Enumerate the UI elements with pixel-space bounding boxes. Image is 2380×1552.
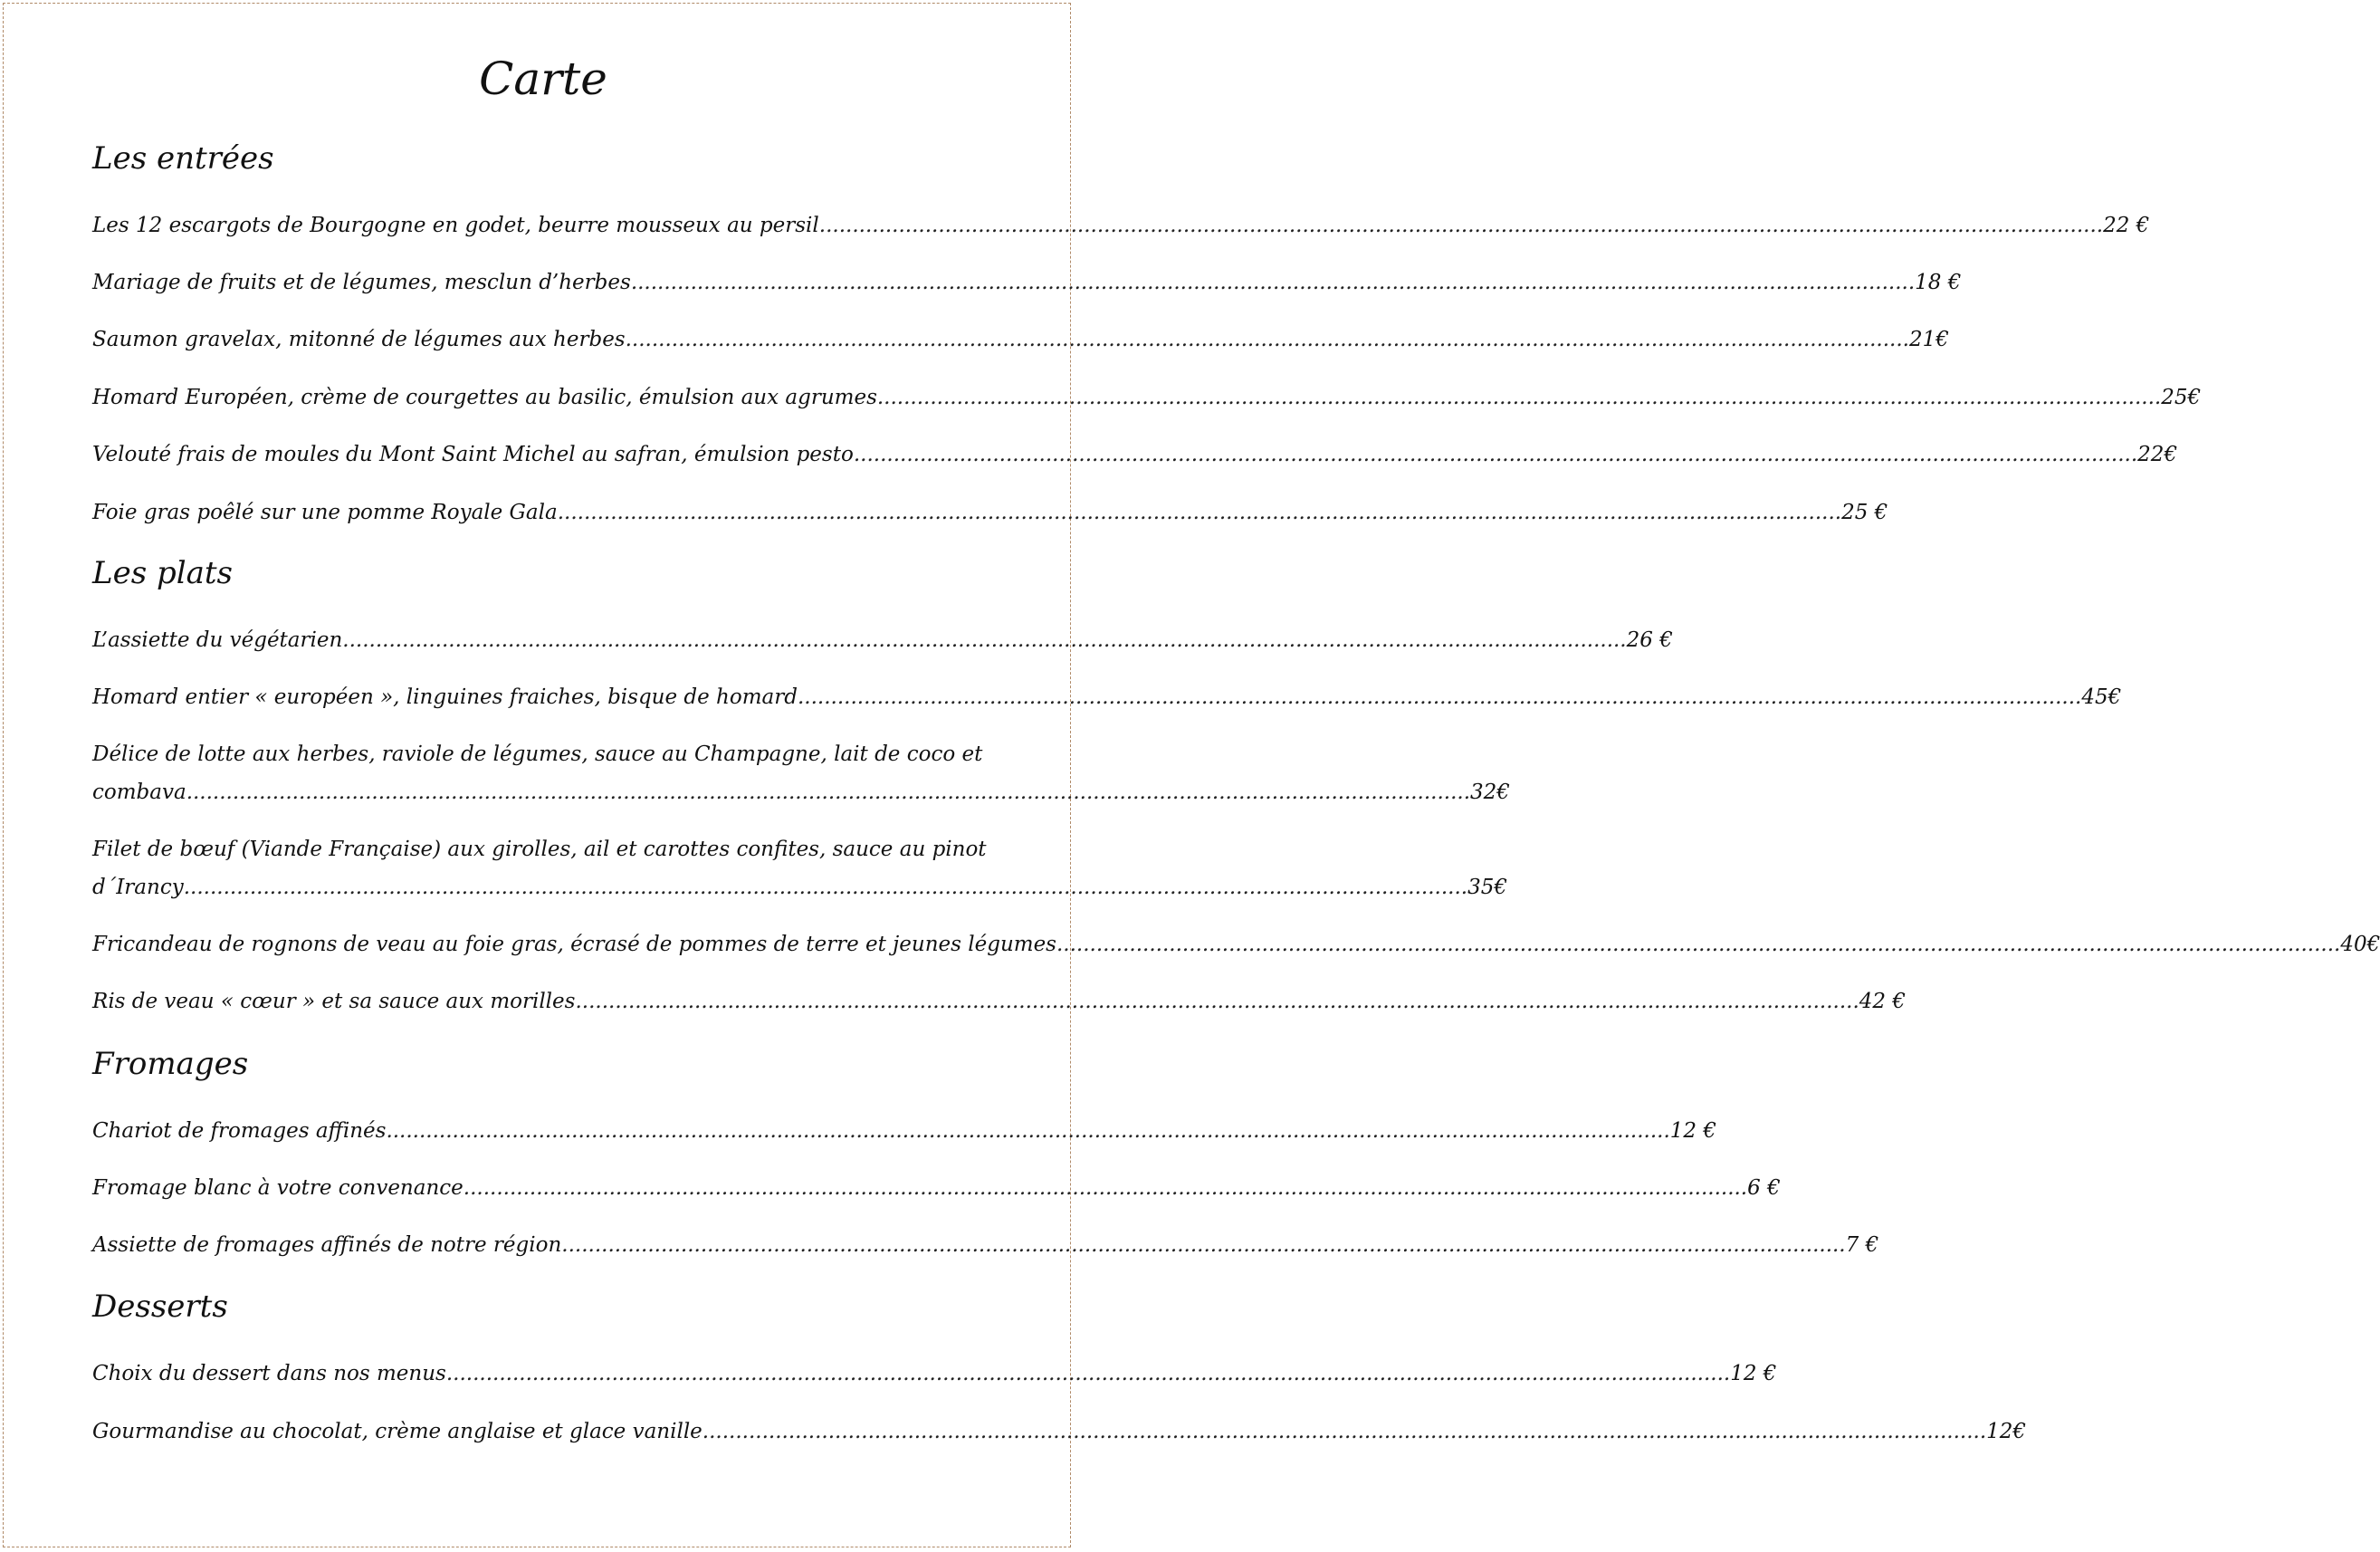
dot-leader xyxy=(798,678,2081,716)
menu-item xyxy=(92,735,1510,811)
section-title-desserts: Desserts xyxy=(92,1289,228,1325)
dot-leader xyxy=(1056,925,2340,963)
menu-item xyxy=(92,321,1949,359)
item-name-continued: combava xyxy=(92,781,186,804)
dot-leader xyxy=(626,321,1909,359)
dot-leader xyxy=(386,1112,1669,1150)
item-name: Homard entier « européen », linguines fraiches, bisque de homard xyxy=(92,685,798,709)
dot-leader xyxy=(561,1226,1845,1264)
dot-leader xyxy=(342,621,1626,659)
item-price: 22€ xyxy=(2137,443,2178,466)
item-name: Choix du dessert dans nos menus xyxy=(92,1362,446,1385)
item-price: 18 € xyxy=(1915,271,1962,294)
item-price: 22 € xyxy=(2103,214,2150,237)
menu-item xyxy=(92,263,1962,302)
menu-item xyxy=(92,378,2202,417)
item-name: Gourmandise au chocolat, crème anglaise et glace vanille xyxy=(92,1420,703,1443)
dot-leader xyxy=(446,1355,1730,1393)
item-name: Fricandeau de rognons de veau au foie gras, écrasé de pommes de terre et jeunes légumes xyxy=(92,933,1056,956)
item-name: Mariage de fruits et de légumes, mesclun d’herbes xyxy=(92,271,631,294)
menu-item xyxy=(92,1112,1716,1150)
menu-item xyxy=(92,1169,1781,1207)
item-price: 40€ xyxy=(2340,933,2380,956)
dot-leader xyxy=(854,436,2137,474)
menu-item xyxy=(92,1226,1879,1264)
menu-item xyxy=(92,436,2178,474)
section-title-plats: Les plats xyxy=(92,555,233,591)
section-title-entrees: Les entrées xyxy=(92,140,274,177)
menu-item xyxy=(92,493,1888,532)
item-price: 35€ xyxy=(1467,876,1507,899)
item-price: 12 € xyxy=(1669,1119,1716,1143)
menu-item xyxy=(92,206,2150,244)
menu-item xyxy=(92,982,1907,1020)
item-price: 25 € xyxy=(1841,501,1888,524)
item-name: Fromage blanc à votre convenance xyxy=(92,1176,464,1200)
item-price: 21€ xyxy=(1908,328,1949,351)
dot-leader xyxy=(558,493,1841,532)
item-price: 12€ xyxy=(1986,1420,2027,1443)
menu-item xyxy=(92,678,2122,716)
dot-leader xyxy=(184,868,1467,906)
menu-item xyxy=(92,830,1507,906)
item-price: 7 € xyxy=(1845,1233,1879,1257)
dot-leader xyxy=(575,982,1859,1020)
menu-item xyxy=(92,1413,2027,1451)
item-name: Saumon gravelax, mitonné de légumes aux herbes xyxy=(92,328,626,351)
item-price: 42 € xyxy=(1859,990,1907,1013)
item-name: Foie gras poêlé sur une pomme Royale Gala xyxy=(92,501,558,524)
item-name: Ris de veau « cœur » et sa sauce aux morilles xyxy=(92,990,576,1013)
dot-leader xyxy=(819,206,2103,244)
menu-item xyxy=(92,621,1673,659)
item-price: 26 € xyxy=(1626,628,1673,652)
item-name: Chariot de fromages affinés xyxy=(92,1119,387,1143)
menu-title: Carte xyxy=(479,53,607,105)
item-name: Velouté frais de moules du Mont Saint Michel au safran, émulsion pesto xyxy=(92,443,854,466)
dot-leader xyxy=(877,378,2161,417)
item-price: 45€ xyxy=(2081,685,2122,709)
item-name: Homard Européen, crème de courgettes au basilic, émulsion aux agrumes xyxy=(92,386,877,409)
item-name-continued: d´Irancy xyxy=(92,876,184,899)
dot-leader xyxy=(703,1413,1986,1451)
item-price: 32€ xyxy=(1470,781,1510,804)
item-price: 12 € xyxy=(1730,1362,1777,1385)
item-name: Assiette de fromages affinés de notre région xyxy=(92,1233,562,1257)
section-title-fromages: Fromages xyxy=(92,1046,249,1082)
item-price: 25€ xyxy=(2161,386,2202,409)
item-price: 6 € xyxy=(1747,1176,1781,1200)
item-name: Les 12 escargots de Bourgogne en godet, beurre mousseux au persil xyxy=(92,214,819,237)
item-name: L’assiette du végétarien xyxy=(92,628,343,652)
item-name: Délice de lotte aux herbes, raviole de légumes, sauce au Champagne, lait de coco et xyxy=(92,742,983,766)
dot-leader xyxy=(464,1169,1747,1207)
dot-leader xyxy=(186,773,1470,811)
menu-item xyxy=(92,925,2380,963)
item-name: Filet de bœuf (Viande Française) aux girolles, ail et carottes confites, sauce au pinot xyxy=(92,838,987,861)
menu-item xyxy=(92,1355,1777,1393)
dot-leader xyxy=(631,263,1915,302)
